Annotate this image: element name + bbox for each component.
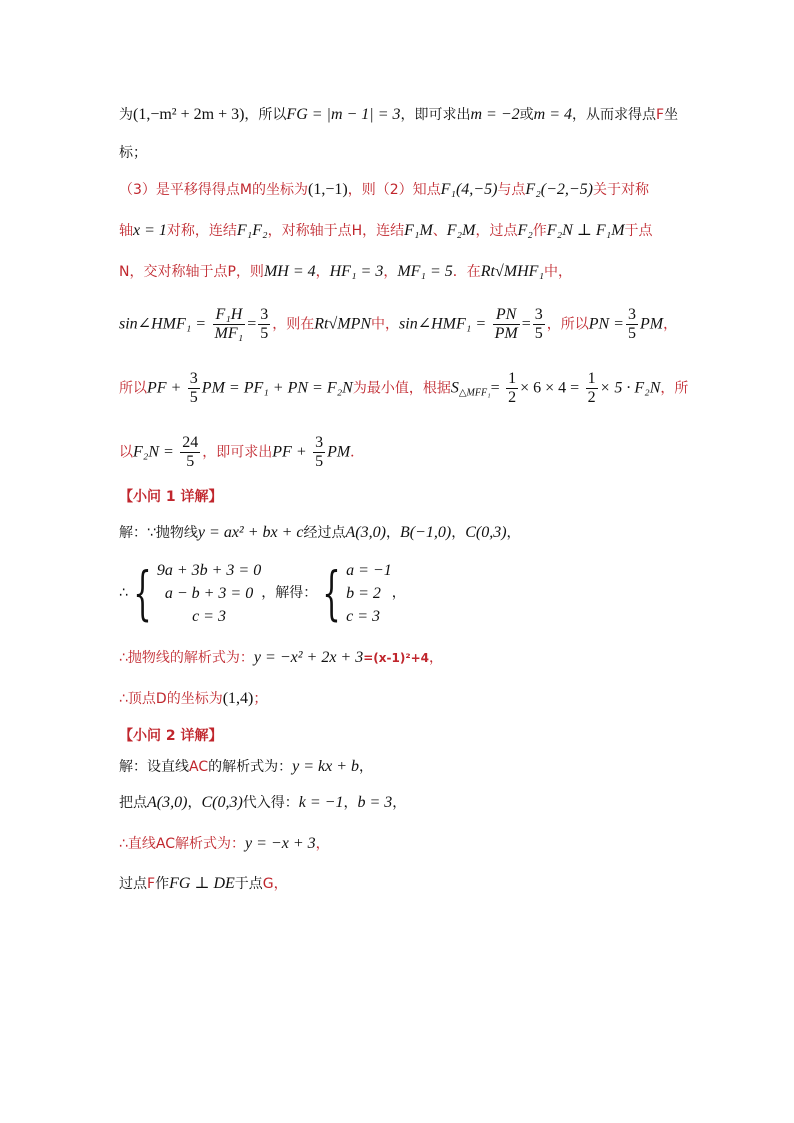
part-label: （3）	[119, 182, 156, 198]
text-line: sin∠HMF₁ = $\frac{\text{F₁H}}{\text{MF₁}}$ = $\frac{3}{5}$ ，则在Rt√MPN中，sin∠HMF₁ = $\frac{PN}{PM}$ = $\frac{3}{5}$ ，所以PN = $\frac{3}{5}$ PM，	[119, 306, 678, 342]
math-expression: HF₁ = 3	[329, 263, 384, 280]
text: 或	[519, 107, 534, 123]
equation-list: 9a + 3b + 3 = 0 a − b + 3 = 0 c = 3	[156, 561, 262, 625]
text-line	[119, 648, 443, 668]
text-line	[119, 689, 267, 709]
text: ∴顶点	[119, 691, 156, 707]
text-line	[119, 143, 147, 163]
math-expression: C(0,3)	[201, 794, 243, 811]
text: ，	[343, 795, 358, 811]
text-line	[119, 180, 649, 200]
math-expression: b = 3	[357, 794, 393, 811]
math-expression: C(0,3)	[465, 524, 507, 541]
text: ，	[273, 876, 288, 892]
text: ，则	[235, 264, 264, 280]
point-label: P	[227, 264, 236, 280]
text: ，对称轴于点	[267, 223, 352, 239]
text: 代入得：	[242, 795, 299, 811]
math-expression: F₁F₂	[236, 222, 268, 239]
math-expression: sin∠HMF₁ =	[119, 315, 207, 333]
text: 标；	[119, 145, 147, 161]
text: 过点	[119, 876, 147, 892]
text: 于点	[624, 223, 653, 239]
fraction: $\frac{3}{5}$	[627, 306, 636, 342]
text: 作	[532, 223, 547, 239]
text-line	[119, 874, 288, 894]
solution-list: a = −1 b = 2 c = 3	[346, 561, 392, 625]
text-line	[119, 757, 373, 777]
fraction: $\frac{PN}{PM}$	[494, 306, 518, 342]
text: ∴直线	[119, 836, 156, 852]
text: ，	[359, 759, 374, 775]
math-expression: PM	[639, 315, 664, 333]
point-label: M	[239, 182, 253, 198]
text-line	[119, 105, 678, 125]
math-expression: MH = 4	[263, 263, 316, 280]
text: 是平移得得点	[155, 182, 240, 198]
text: 解：∵抛物线	[119, 525, 198, 541]
text: ．	[350, 444, 365, 461]
math-expression: m = −2	[470, 106, 520, 123]
math-expression: F₁(4,−5)	[440, 181, 498, 198]
math-expression: y = ax² + bx + c	[197, 524, 304, 541]
math-expression: PF +	[147, 379, 182, 397]
text: 把点	[119, 795, 147, 811]
text: 的解析式为：	[208, 759, 293, 775]
math-expression: x = 1	[133, 222, 167, 239]
point-label: D	[155, 691, 167, 707]
math-expression: (1,−m² + 2m + 3)	[133, 106, 245, 123]
math-expression: PM = PF₁ + PN = F₂N	[201, 379, 353, 397]
point-label: F	[147, 876, 156, 892]
text: ∴抛物线的解析式为：	[119, 650, 254, 666]
brace: {	[133, 559, 152, 627]
text: ，	[315, 836, 330, 852]
text: ；	[253, 691, 268, 707]
math-expression: y = kx + b	[292, 758, 360, 775]
text: 坐	[664, 107, 679, 123]
text: ．在	[452, 264, 481, 280]
text: ，所以	[244, 107, 287, 123]
line-label: AC	[155, 836, 176, 852]
text: 中，	[371, 316, 400, 333]
math-expression: PN =	[588, 315, 624, 333]
text: ，则（2）知点	[347, 182, 441, 198]
math-expression: Rt√MPN	[314, 315, 372, 333]
fraction: $\frac{3}{5}$	[189, 370, 198, 406]
text: ，即可求出	[400, 107, 471, 123]
math-expression: F₂	[517, 222, 533, 239]
text: ，则在	[272, 316, 315, 333]
point-label: N	[119, 264, 130, 280]
text: ，过点	[475, 223, 518, 239]
text-line	[119, 262, 572, 282]
fraction: $\frac{3}{5}$	[315, 434, 324, 470]
text: 所以	[119, 380, 147, 397]
math-subscript: △MFF₁	[458, 387, 491, 399]
point-label: G	[262, 876, 274, 892]
text: ，	[187, 795, 202, 811]
text: ，所	[660, 380, 689, 397]
text: 以	[119, 444, 133, 461]
point-label: F	[656, 107, 665, 123]
math-expression: MF₁ = 5	[397, 263, 453, 280]
text: ，即可求出	[202, 444, 273, 461]
section-heading: 【小问 1 详解】	[119, 489, 223, 505]
vertex-form: =(x-1)²+4	[363, 651, 429, 665]
math-expression: A(3,0)	[147, 794, 188, 811]
text: 解析式为：	[175, 836, 246, 852]
math-expression: F₂M	[446, 222, 476, 239]
fraction: $\frac{1}{2}$	[508, 370, 517, 406]
text-line	[119, 523, 521, 543]
math-expression: m = 4	[533, 106, 573, 123]
math-expression: (1,−1)	[308, 181, 348, 198]
text: 为	[119, 107, 133, 123]
math-expression: FG = |m − 1| = 3	[286, 106, 401, 123]
text: ，	[428, 650, 443, 666]
math-expression: S	[450, 379, 459, 397]
text-line	[119, 793, 406, 813]
text: ，	[383, 264, 398, 280]
text: ，	[451, 525, 466, 541]
text: 解：设直线	[119, 759, 189, 775]
point-label: H	[351, 223, 363, 239]
math-expression: × 6 × 4 =	[520, 379, 580, 397]
math-expression: (1,4)	[222, 690, 254, 707]
text: 轴	[119, 223, 133, 239]
text-line	[119, 221, 653, 241]
text: 为最小值，根据	[352, 380, 451, 397]
text: ，连结	[362, 223, 405, 239]
text-line	[119, 834, 330, 854]
text: ，	[315, 264, 330, 280]
fraction: $\frac{3}{5}$	[534, 306, 543, 342]
math-expression: F₁M	[404, 222, 433, 239]
fraction: $\frac{1}{2}$	[587, 370, 596, 406]
text: 于点	[234, 876, 263, 892]
text: 的坐标为	[166, 691, 223, 707]
math-expression: × 5 · F₂N	[599, 379, 661, 397]
text: ，	[385, 525, 400, 541]
text: 中，	[544, 264, 572, 280]
math-expression: FG ⊥ DE	[169, 875, 235, 892]
text: ，交对称轴于点	[129, 264, 228, 280]
fraction: $\frac{\text{F₁H}}{\text{MF₁}}$	[214, 306, 244, 342]
math-expression: F₂N ⊥ F₁M	[546, 222, 625, 239]
text: 的坐标为	[252, 182, 309, 198]
text: 与点	[497, 182, 526, 198]
math-expression: B(−1,0)	[399, 524, 452, 541]
fraction: $\frac{24}{5}$	[182, 434, 199, 470]
math-expression: y = −x² + 2x + 3	[253, 649, 364, 666]
text-line	[119, 434, 364, 471]
text: ，所以	[546, 316, 589, 333]
text: 、	[432, 223, 447, 239]
text: 经过点	[303, 525, 346, 541]
math-expression: PF +	[272, 443, 307, 461]
math-expression: A(3,0)	[345, 524, 386, 541]
math-expression: k = −1	[298, 794, 344, 811]
text-line: 所以PF + $\frac{3}{5}$ PM = PF₁ + PN = F₂N为最小值，根据$S_{\triangle MFF_1}=$ $\frac{1}{2}$ × 6 × 4 = $\frac{1}{2}$ × 5 · F₂N，所	[119, 370, 689, 406]
text: ，	[392, 795, 407, 811]
math-expression: sin∠HMF₁ =	[399, 315, 487, 333]
math-expression: F₂N =	[133, 443, 174, 461]
math-expression: PM	[327, 443, 351, 461]
equation-system: ∴{ 9a + 3b + 3 = 0 a − b + 3 = 0 c = 3 ，解得：{ a = −1 b = 2 c = 3 ，	[119, 559, 406, 627]
text: ，	[506, 525, 521, 541]
text: 对称，连结	[166, 223, 237, 239]
text: ，从而求得点	[572, 107, 657, 123]
brace: {	[322, 559, 341, 627]
math-expression: y = −x + 3	[245, 835, 316, 852]
text: 作	[155, 876, 170, 892]
text: 关于对称	[593, 182, 650, 198]
line-label: AC	[189, 759, 209, 775]
math-expression: F₂(−2,−5)	[525, 181, 594, 198]
math-expression: Rt√MHF₁	[480, 263, 544, 280]
text: ，	[663, 316, 678, 333]
fraction: $\frac{3}{5}$	[260, 306, 269, 342]
section-heading: 【小问 2 详解】	[119, 728, 223, 744]
